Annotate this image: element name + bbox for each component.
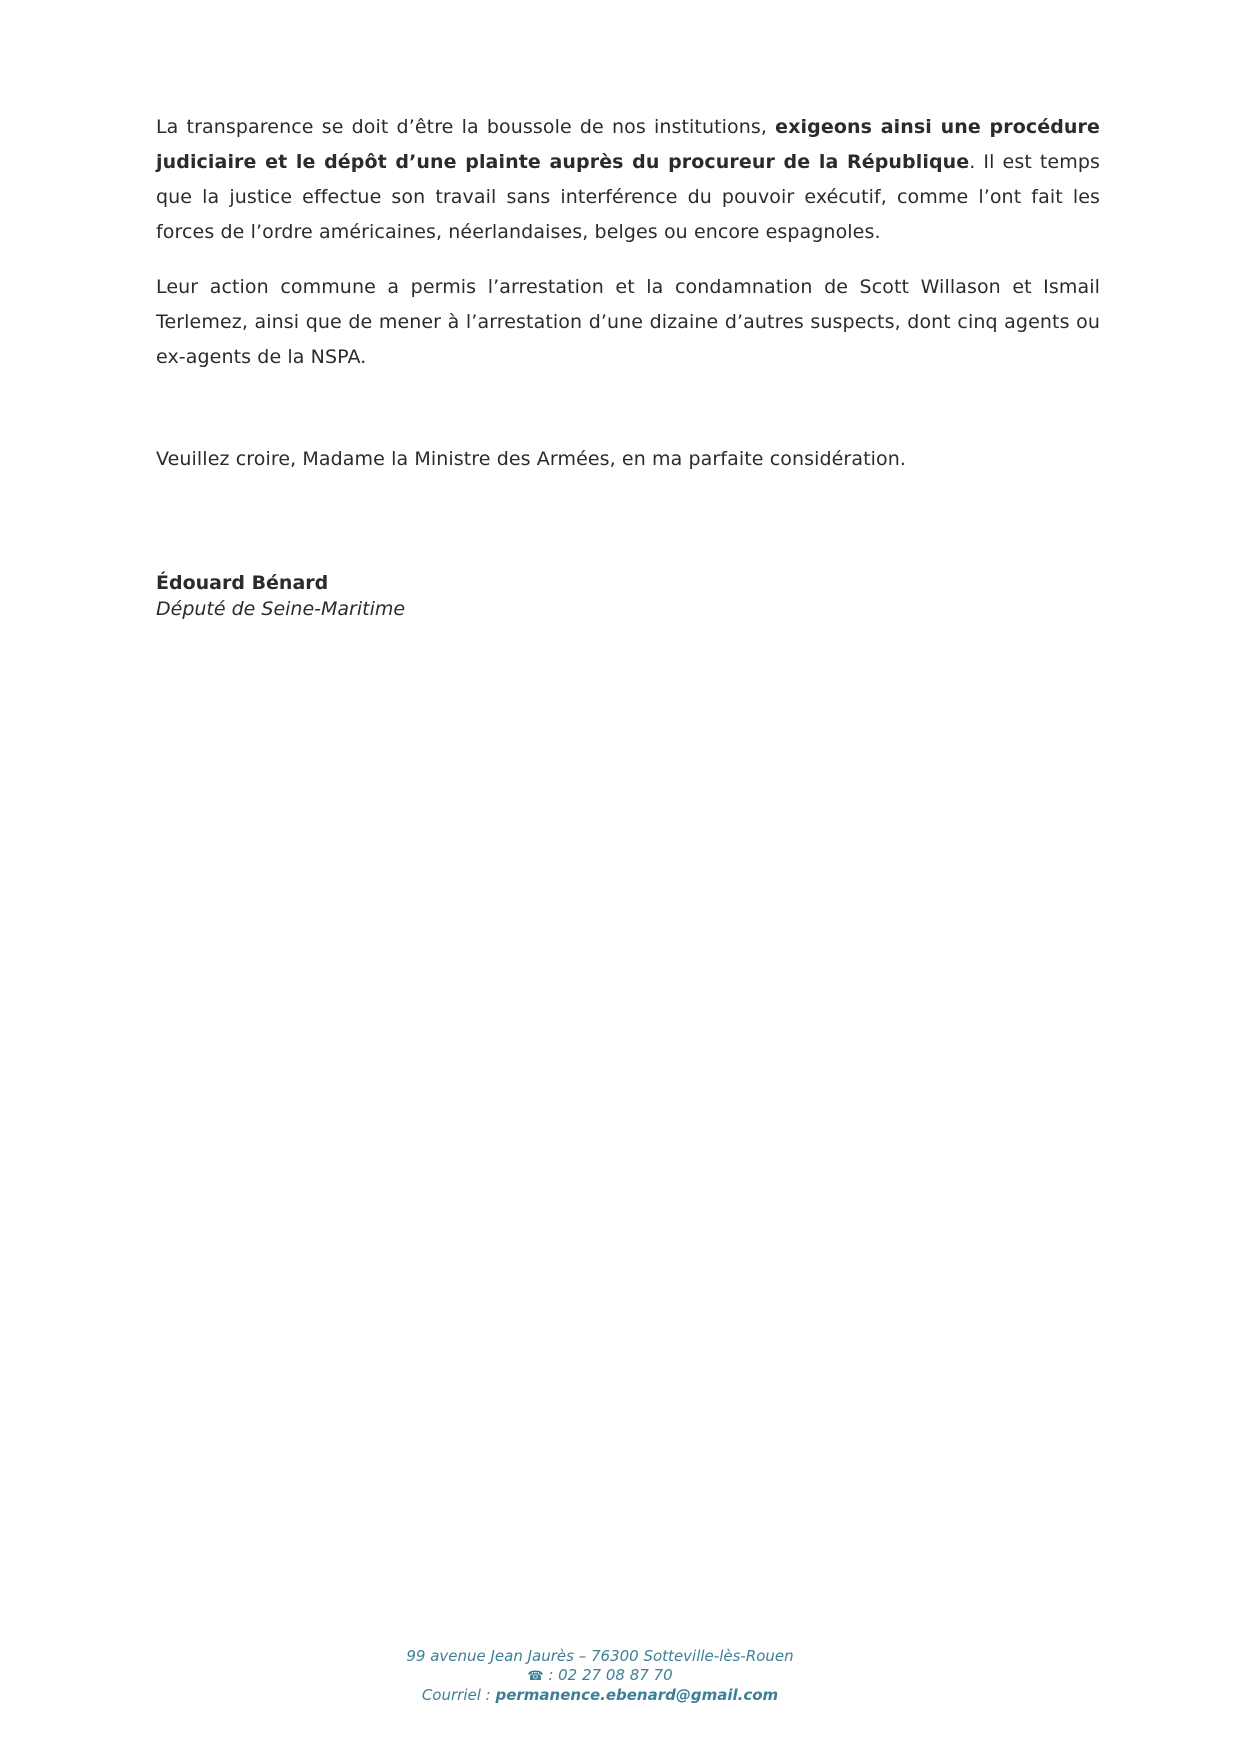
paragraph-joint-action: Leur action commune a permis l’arrestation et la condamnation de Scott Willason et Ismail Terlemez, ainsi que de mener à l’arrestation d’une dizaine d’autres suspects, dont cinq agents ou ex-agents de la NSPA. bbox=[156, 276, 1100, 368]
paragraph-text: . Il est temps que la justice effectue son travail sans interférence du pouvoir exécutif, comme l’ont fait les forces de l’ordre américaines, néerlandaises, belges ou encore espagnoles. bbox=[156, 151, 1100, 243]
footer-email-link[interactable]: permanence.ebenard@gmail.com bbox=[495, 1686, 779, 1704]
footer-phone-line bbox=[0, 1666, 1200, 1686]
paragraph-transparency bbox=[156, 110, 1100, 250]
footer-contact bbox=[0, 1647, 1200, 1705]
footer-phone: : 02 27 08 87 70 bbox=[543, 1666, 673, 1684]
paragraph-text: La transparence se doit d’être la boussole de nos institutions, bbox=[156, 116, 776, 138]
signature-title: Député de Seine-Maritime bbox=[156, 598, 406, 620]
signature-block bbox=[156, 570, 405, 622]
signature-name: Édouard Bénard bbox=[156, 572, 329, 594]
footer-email-label: Courriel : bbox=[421, 1686, 496, 1704]
footer-address: 99 avenue Jean Jaurès – 76300 Sotteville-lès-Rouen bbox=[406, 1647, 794, 1665]
paragraph-bold-text: exigeons ainsi une procédure judiciaire et le dépôt d’une plainte auprès du procureur de la République bbox=[156, 116, 1100, 173]
footer-email-line bbox=[0, 1686, 1200, 1705]
phone-icon: ☎ bbox=[527, 1669, 544, 1684]
paragraph-closing: Veuillez croire, Madame la Ministre des Armées, en ma parfaite considération. bbox=[156, 448, 907, 470]
